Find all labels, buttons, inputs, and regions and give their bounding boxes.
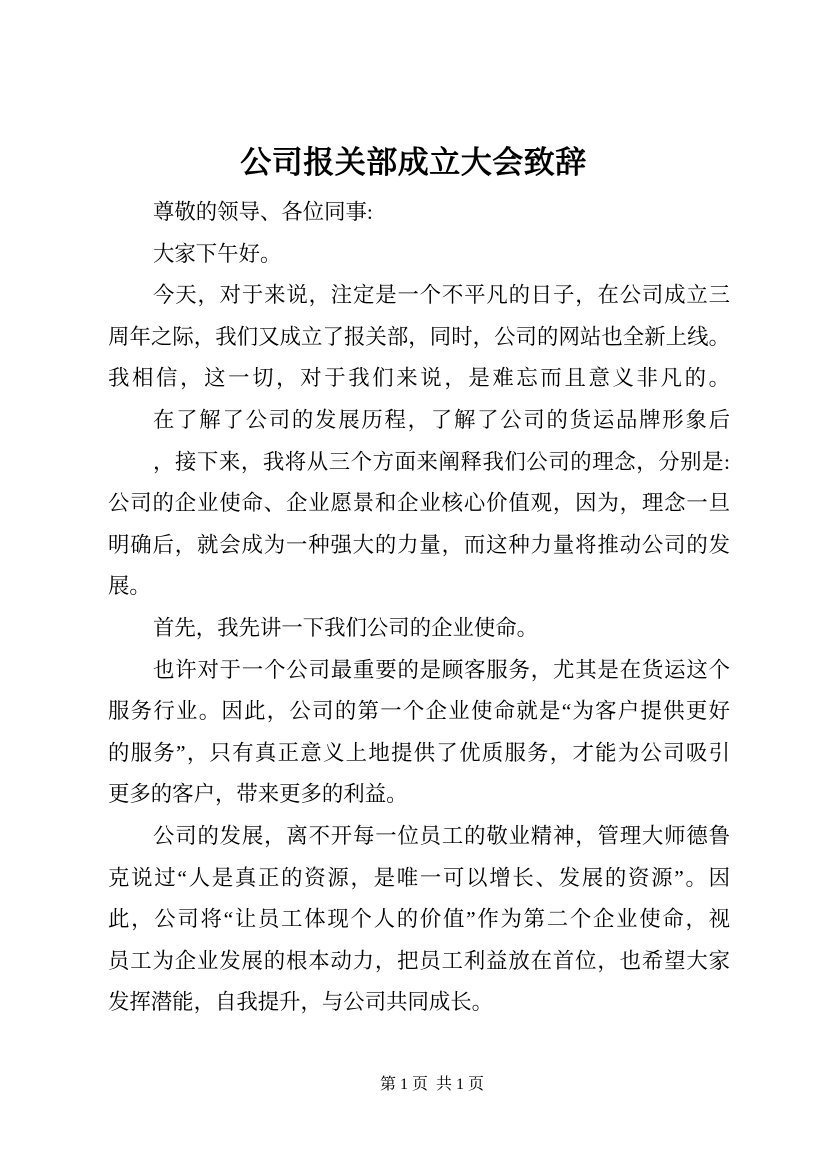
text-line: 此，公司将“让员工体现个人的价值”作为第二个企业使命，视 (108, 907, 730, 932)
text-line: 的服务”，只有真正意义上地提供了优质服务，才能为公司吸引 (108, 740, 730, 765)
text-line: 明确后，就会成为一种强大的力量，而这种力量将推动公司的发 (108, 532, 730, 557)
text-line: 服务行业。因此，公司的第一个企业使命就是“为客户提供更好 (108, 699, 730, 724)
text-line: 公司的发展，离不开每一位员工的敬业精神，管理大师德鲁 (153, 823, 730, 848)
text-line: 周年之际，我们又成立了报关部，同时，公司的网站也全新上线。 (108, 324, 730, 349)
text-line: ，接下来，我将从三个方面来阐释我们公司的理念，分别是: (153, 449, 730, 474)
text-line: 我相信，这一切，对于我们来说，是难忘而且意义非凡的。 (108, 366, 730, 391)
text-line: 大家下午好。 (153, 241, 282, 266)
text-line: 公司的企业使命、企业愿景和企业核心价值观，因为，理念一旦 (108, 491, 730, 516)
text-line: 展。 (108, 574, 151, 599)
text-line: 也许对于一个公司最重要的是顾客服务，尤其是在货运这个 (153, 657, 730, 682)
text-line: 尊敬的领导、各位同事: (153, 200, 373, 224)
text-line: 员工为企业发展的根本动力，把员工利益放在首位，也希望大家 (108, 948, 730, 973)
text-line: 在了解了公司的发展历程，了解了公司的货运品牌形象后 (153, 407, 730, 432)
text-line: 更多的客户，带来更多的利益。 (108, 782, 408, 807)
page-footer: 第 1 页 共 1 页 (380, 1076, 485, 1093)
page-title: 公司报关部成立大会致辞 (240, 145, 587, 180)
text-line: 今天，对于来说，注定是一个不平凡的日子，在公司成立三 (153, 283, 730, 308)
text-line: 发挥潜能，自我提升，与公司共同成长。 (108, 990, 494, 1015)
document-body (108, 192, 730, 1024)
text-line: 克说过“人是真正的资源，是唯一可以增长、发展的资源”。因 (108, 865, 730, 890)
text-line: 首先，我先讲一下我们公司的企业使命。 (153, 615, 539, 640)
